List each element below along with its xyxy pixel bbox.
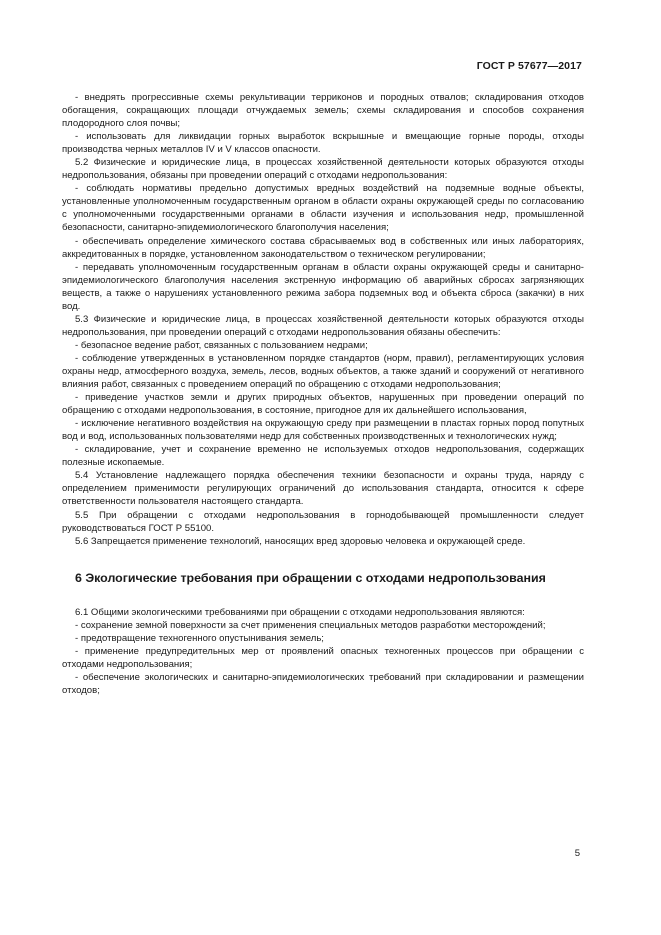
paragraph: 5.5 При обращении с отходами недропользования в горнодобывающей промышленности следует руководствоваться ГОСТ Р 55100. <box>62 509 584 534</box>
paragraph: 5.6 Запрещается применение технологий, наносящих вред здоровью человека и окружающей среде. <box>75 535 526 547</box>
paragraph: 6.1 Общими экологическими требованиями при обращении с отходами недропользования являются: <box>75 606 525 618</box>
paragraph: - внедрять прогрессивные схемы рекультивации терриконов и породных отвалов; складирования отходов обогащения, сокращающих площади отчуждаемых земель; схемы складирования и способов сохранения плодородного слоя почвы; <box>62 92 584 130</box>
paragraph: - обеспечивать определение химического состава сбрасываемых вод в собственных или иных лабораториях, аккредитованных в порядке, установленном законодательством о техническом регулировании; <box>62 235 584 260</box>
standard-header: ГОСТ Р 57677—2017 <box>476 60 582 72</box>
paragraph: - сохранение земной поверхности за счет применения специальных методов разработки месторождений; <box>75 619 546 631</box>
page-number: 5 <box>574 848 580 859</box>
paragraph: - соблюдение утвержденных в установленном порядке стандартов (норм, правил), регламентирующих условия охраны недр, атмосферного воздуха, земель, лесов, водных объектов, а также зданий и сооружений от негативного влияния работ, связанных с проведением операций по обращению с отходами недропользования; <box>62 352 584 391</box>
paragraph: - складирование, учет и сохранение временно не используемых отходов недропользования, содержащих полезные ископаемые. <box>62 444 584 469</box>
paragraph: - безопасное ведение работ, связанных с пользованием недрами; <box>75 339 368 351</box>
paragraph: 5.2 Физические и юридические лица, в процессах хозяйственной деятельности которых образуются отходы недропользования, обязаны при проведении операций с отходами недропользования: <box>62 157 584 182</box>
paragraph: - исключение негативного воздействия на окружающую среду при размещении в пластах горных пород попутных вод и вод, использованных пользователями недр для собственных производственных и технологических нужд; <box>62 418 584 443</box>
paragraph: - предотвращение техногенного опустынивания земель; <box>75 632 324 644</box>
paragraph: - использовать для ликвидации горных выработок вскрышные и вмещающие горные породы, отходы производства черных металлов IV и V классов опасности. <box>62 131 584 156</box>
paragraph: - соблюдать нормативы предельно допустимых вредных воздействий на подземные водные объекты, установленные уполномоченным государственным органом в области охраны окружающей среды по согласованию с уполномоченными государственными органами в области изучения и использования недр, промышленной безопасности, санитарно-эпидемиологического благополучия населения; <box>62 183 584 234</box>
section-6-text <box>62 606 584 697</box>
section-heading: 6 Экологические требования при обращении с отходами недропользования <box>75 570 546 585</box>
paragraph: - обеспечение экологических и санитарно-эпидемиологических требований при складировании и размещении отходов; <box>62 671 584 696</box>
section-5-text <box>62 91 584 548</box>
document-body <box>62 91 584 697</box>
paragraph: 5.3 Физические и юридические лица, в процессах хозяйственной деятельности которых образуются отходы недропользования, при проведении операций с отходами недропользования обязаны обеспечить: <box>62 313 584 338</box>
paragraph: 5.4 Установление надлежащего порядка обеспечения техники безопасности и охраны труда, наряду с определением применимости регулирующих ограничений до использования стандарта, относится к сфере ответственности пользователя настоящего стандарта. <box>62 470 584 508</box>
paragraph: - передавать уполномоченным государственным органам в области охраны окружающей среды и санитарно-эпидемиологического благополучия населения экстренную информацию об аварийных сбросах загрязняющих веществ, а также о нарушениях установленного режима забора подземных вод и объекта сброса (закачки) в них вод. <box>62 261 584 312</box>
paragraph: - применение предупредительных мер от проявлений опасных техногенных процессов при обращении с отходами недропользования; <box>62 645 584 670</box>
paragraph: - приведение участков земли и других природных объектов, нарушенных при проведении операций по обращению с отходами недропользования, в состояние, пригодное для их дальнейшего использования, <box>62 392 584 417</box>
